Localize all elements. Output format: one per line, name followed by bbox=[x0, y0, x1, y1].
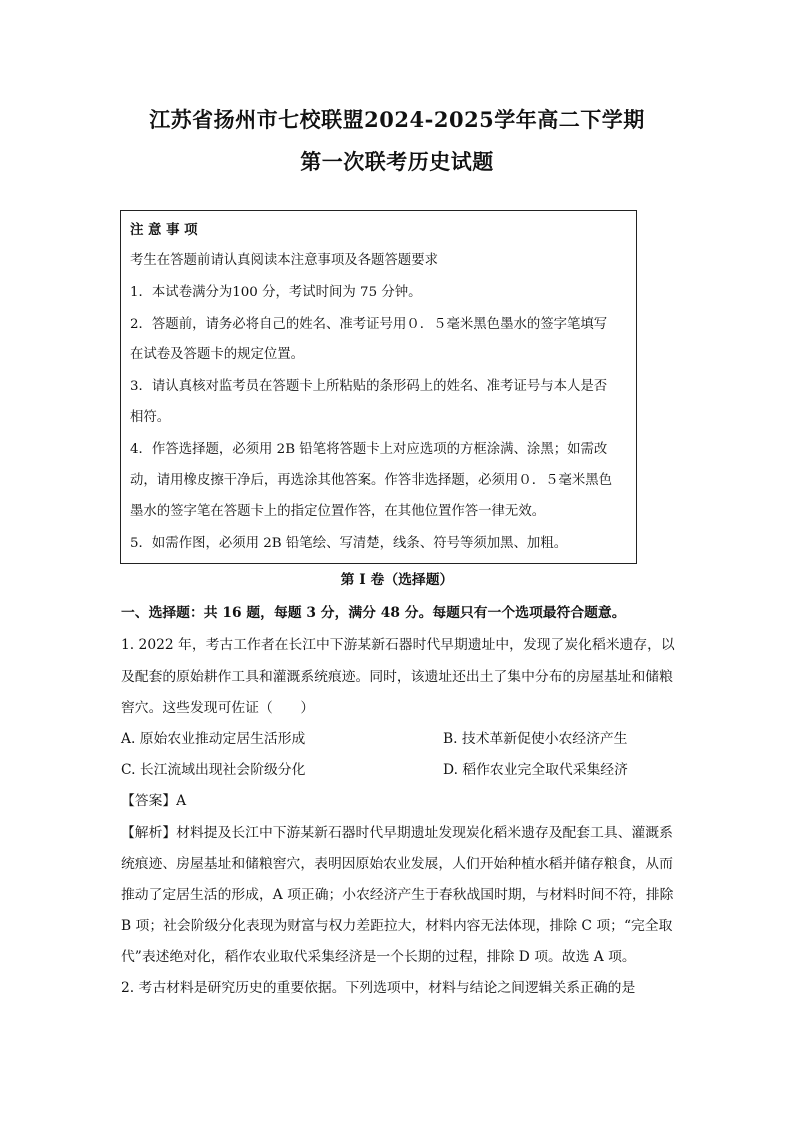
question1-analysis-line: 【解析】材料提及长江中下游某新石器时代早期遗址发现炭化稻米遗存及配套工具、灌溉系 bbox=[121, 825, 673, 841]
exam-title-line2: 第一次联考历史试题 bbox=[300, 149, 494, 174]
notice-line: 相符。 bbox=[130, 410, 171, 425]
part-heading: 一、选择题：共 16 题，每题 3 分，满分 48 分。每题只有一个选项最符合题意。 bbox=[121, 605, 626, 621]
question1-answer: 【答案】A bbox=[121, 793, 187, 809]
notice-line: 5．如需作图，必须用 2B 铅笔绘、写清楚，线条、符号等须加黑、加粗。 bbox=[130, 536, 568, 551]
question1-stem-line: 及配套的原始耕作工具和灌溉系统痕迹。同时，该遗址还出土了集中分布的房屋基址和储粮 bbox=[121, 669, 673, 685]
question1-analysis-line: 代”表述绝对化，稻作农业取代采集经济是一个长期的过程，排除 D 项。故选 A 项。 bbox=[121, 949, 636, 965]
question1-option-c: C. 长江流域出现社会阶级分化 bbox=[121, 762, 306, 778]
notice-line: 4．作答选择题，必须用 2B 铅笔将答题卡上对应选项的方框涂满、涂黑；如需改 bbox=[130, 442, 608, 457]
question1-stem-line: 1. 2022 年，考古工作者在长江中下游某新石器时代早期遗址中，发现了炭化稻米遗存，以 bbox=[121, 637, 675, 653]
notice-intro: 考生在答题前请认真阅读本注意事项及各题答题要求 bbox=[130, 253, 438, 268]
notice-line: 墨水的签字笔在答题卡上的指定位置作答，在其他位置作答一律无效。 bbox=[130, 504, 546, 519]
volume-title: 第 I 卷（选择题） bbox=[340, 572, 454, 588]
notice-line: 在试卷及答题卡的规定位置。 bbox=[130, 347, 305, 362]
notice-heading: 注 意 事 项 bbox=[130, 222, 198, 238]
notice-line: 2．答题前，请务必将自己的姓名、准考证号用０．５毫米黑色墨水的签字笔填写 bbox=[130, 317, 608, 332]
question1-option-d: D. 稻作农业完全取代采集经济 bbox=[443, 762, 628, 778]
question1-stem-line: 窖穴。这些发现可佐证（ ） bbox=[121, 700, 315, 716]
question1-analysis-line: 推动了定居生活的形成，A 项正确；小农经济产生于春秋战国时期，与材料时间不符，排除 bbox=[121, 887, 674, 903]
exam-title-line1: 江苏省扬州市七校联盟2024-2025学年高二下学期 bbox=[149, 107, 645, 132]
question1-analysis-line: 统痕迹、房屋基址和储粮窖穴，表明因原始农业发展，人们开始种植水稻并储存粮食，从而 bbox=[121, 856, 673, 872]
question1-analysis-line: B 项；社会阶级分化表现为财富与权力差距拉大，材料内容无法体现，排除 C 项；“完全取 bbox=[121, 918, 673, 934]
question1-option-a: A. 原始农业推动定居生活形成 bbox=[121, 731, 306, 747]
notice-line: 3．请认真核对监考员在答题卡上所粘贴的条形码上的姓名、准考证号与本人是否 bbox=[130, 379, 608, 394]
question2-stem: 2. 考古材料是研究历史的重要依据。下列选项中，材料与结论之间逻辑关系正确的是 bbox=[121, 980, 636, 996]
notice-line: 动，请用橡皮擦干净后，再选涂其他答案。作答非选择题，必须用０．５毫米黑色 bbox=[130, 473, 613, 488]
notice-line: 1．本试卷满分为100 分，考试时间为 75 分钟。 bbox=[130, 285, 422, 300]
question1-option-b: B. 技术革新促使小农经济产生 bbox=[443, 731, 628, 747]
notice-box bbox=[120, 210, 637, 564]
